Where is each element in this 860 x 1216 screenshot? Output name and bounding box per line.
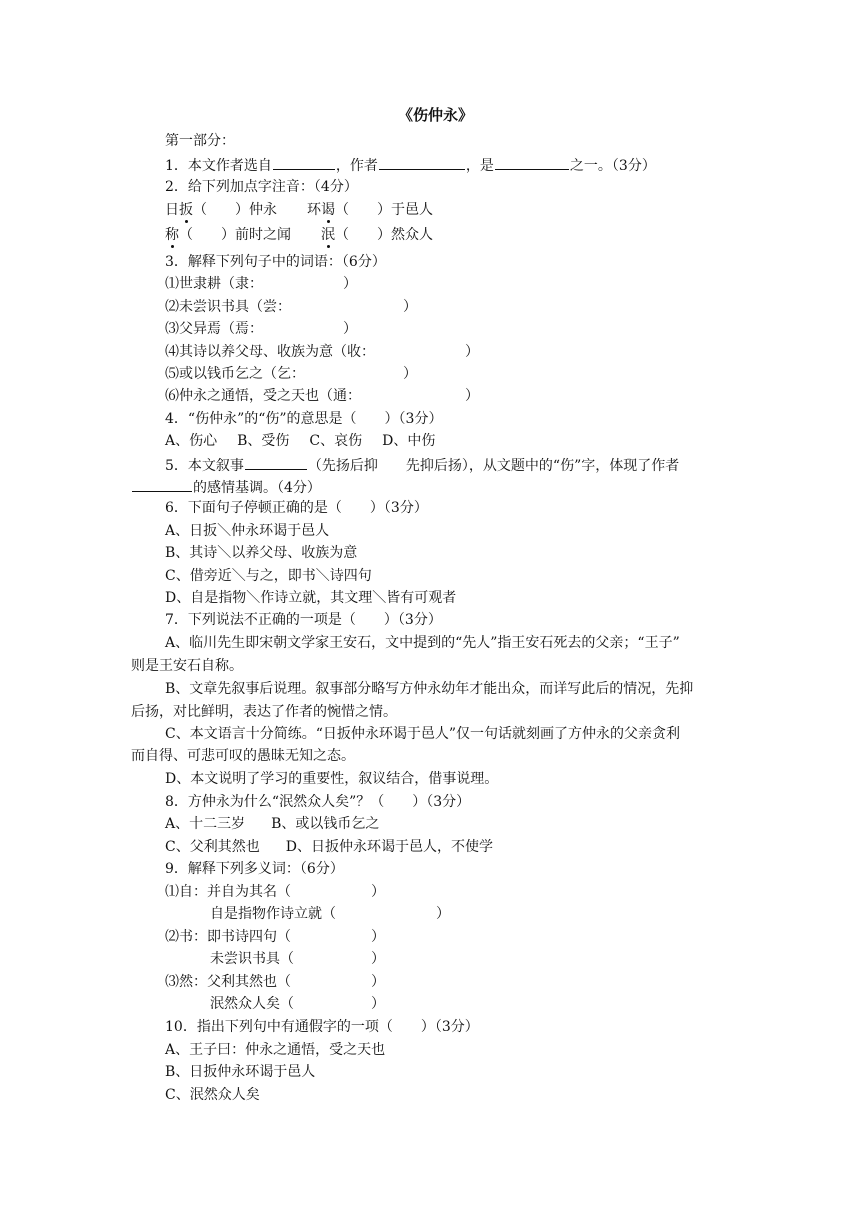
q9-item — [165, 928, 385, 946]
q9-item-text: 自是指物作诗立就（ — [210, 906, 336, 922]
q4-option: B、受伤 — [237, 433, 290, 449]
q8-option-a: A、十二三岁 — [165, 816, 246, 832]
q3-item-close: ） — [465, 344, 479, 360]
q4-option: A、伤心 — [165, 433, 218, 449]
q3-item-text: ⑴世隶耕（隶： — [165, 276, 263, 292]
dotted-char: 扳 — [179, 202, 193, 218]
question-1 — [165, 155, 656, 175]
q9-item-close: ） — [371, 929, 385, 945]
q7-option-b: B、文章先叙事后说理。叙事部分略写方仲永幼年才能出众，而详写此后的情况，先抑 — [165, 681, 694, 697]
q2-text: （ ）然众人 — [335, 227, 433, 243]
q3-item — [165, 365, 417, 383]
q9-item-close: ） — [371, 974, 385, 990]
q6-option: D、自是指物＼作诗立就，其文理＼皆有可观者 — [165, 590, 457, 606]
question-2-row-1 — [165, 201, 433, 219]
question-8-options-2 — [165, 838, 493, 856]
q3-item-close: ） — [403, 366, 417, 382]
question-8-options-1 — [165, 815, 379, 833]
q10-option-b: B、日扳仲永环谒于邑人 — [165, 1064, 316, 1080]
q9-item-text: ⑴自：并自为其名（ — [165, 884, 291, 900]
question-8-head: 8．方仲永为什么“泯然众人矣”？（ ）（3分） — [165, 794, 471, 810]
q5-blank-1 — [245, 455, 307, 470]
question-6-head: 6．下面句子停顿正确的是（ ）（3分） — [165, 500, 428, 516]
q8-option-b: B、或以钱币乞之 — [271, 816, 380, 832]
question-4-head: 4．“伤仲永”的“伤”的意思是（ ）（3分） — [165, 411, 443, 427]
q9-item-text: ⑵书：即书诗四句（ — [165, 929, 291, 945]
q1-blank-group — [495, 155, 569, 170]
q8-option-c: C、父利其然也 — [165, 839, 260, 855]
q5-blank-2 — [132, 477, 192, 492]
q3-item — [165, 275, 357, 293]
q3-item-text: ⑹仲永之通悟，受之天也（通： — [165, 388, 361, 404]
q1-text-c: ，是 — [465, 158, 494, 174]
q9-item-close: ） — [371, 996, 385, 1012]
q9-item — [210, 905, 450, 923]
part-heading: 第一部分： — [165, 133, 235, 149]
question-2-row-2 — [165, 226, 433, 244]
q3-item — [165, 387, 479, 405]
q4-option: D、中伤 — [382, 433, 436, 449]
document-title: 《伤仲永》 — [398, 106, 474, 124]
q4-option: C、哀伤 — [309, 433, 363, 449]
q9-item — [210, 950, 385, 968]
q1-text-b: ，作者 — [335, 158, 378, 174]
q9-item-text: 未尝识书具（ — [210, 951, 294, 967]
q6-option: A、日扳＼仲永环谒于邑人 — [165, 523, 330, 539]
q3-item — [165, 343, 479, 361]
q7-option-c-cont: 而自得、可悲可叹的愚昧无知之态。 — [131, 748, 355, 764]
q9-item-close: ） — [371, 951, 385, 967]
q1-blank-source — [273, 155, 335, 170]
q7-option-d: D、本文说明了学习的重要性，叙议结合，借事说理。 — [165, 771, 499, 787]
q2-text: （ ）于邑人 — [335, 202, 433, 218]
q2-text: （ ）前时之闻 — [179, 227, 291, 243]
q3-item — [165, 320, 357, 338]
q3-item-close: ） — [343, 276, 357, 292]
q7-option-a-cont: 则是王安石自称。 — [131, 658, 243, 674]
q3-item-close: ） — [465, 388, 479, 404]
q9-item — [165, 973, 385, 991]
q1-text-d: 之一。（3分） — [569, 158, 656, 174]
q6-option: C、借旁近＼与之，即书＼诗四句 — [165, 568, 372, 584]
q3-item-text: ⑵未尝识书具（尝： — [165, 299, 291, 315]
q5-text-b: （先扬后抑 先抑后扬），从文题中的“伤”字，体现了作者 — [307, 458, 680, 474]
question-4-options — [165, 432, 435, 450]
q2-text: 日 — [165, 202, 179, 218]
q10-option-a: A、王子曰：仲永之通悟，受之天也 — [165, 1042, 386, 1058]
q6-option: B、其诗＼以养父母、收族为意 — [165, 545, 358, 561]
q1-blank-author — [379, 155, 465, 170]
q9-item-close: ） — [371, 884, 385, 900]
q2-text: （ ）仲永 — [193, 202, 277, 218]
q9-item — [165, 883, 385, 901]
q9-item-close: ） — [436, 906, 450, 922]
dotted-char: 泯 — [321, 227, 335, 243]
q3-item-text: ⑸或以钱币乞之（乞： — [165, 366, 305, 382]
dotted-char: 谒 — [321, 202, 335, 218]
q3-item-close: ） — [343, 321, 357, 337]
q3-item-close: ） — [403, 299, 417, 315]
q9-item — [210, 995, 385, 1013]
q10-option-c: C、泯然众人矣 — [165, 1087, 260, 1103]
question-5-line-1 — [165, 455, 679, 475]
question-10-head: 10．指出下列句中有通假字的一项（ ）（3分） — [165, 1019, 479, 1035]
question-3-head: 3．解释下列句子中的词语：（6分） — [165, 254, 386, 270]
q9-item-text: ⑶然：父利其然也（ — [165, 974, 291, 990]
q7-option-a: A、临川先生即宋朝文学家王安石，文中提到的“先人”指王安石死去的父亲；“王子” — [165, 635, 680, 651]
q1-text-a: 1．本文作者选自 — [165, 158, 272, 174]
q5-text-c: 的感情基调。（4分） — [193, 480, 321, 496]
q8-option-d: D、日扳仲永环谒于邑人，不使学 — [285, 839, 493, 855]
q3-item — [165, 298, 417, 316]
q3-item-text: ⑶父异焉（焉： — [165, 321, 263, 337]
dotted-char: 称 — [165, 227, 179, 243]
question-7-head: 7．下列说法不正确的一项是（ ）（3分） — [165, 612, 442, 628]
q5-text-a: 5．本文叙事 — [165, 458, 244, 474]
q9-item-text: 泯然众人矣（ — [210, 996, 294, 1012]
question-5-line-2 — [131, 477, 321, 497]
q7-option-b-cont: 后扬，对比鲜明，表达了作者的惋惜之情。 — [131, 704, 397, 720]
question-9-head: 9．解释下列多义词：（6分） — [165, 861, 344, 877]
q7-option-c: C、本文语言十分简练。“日扳仲永环谒于邑人”仅一句话就刻画了方仲永的父亲贪利 — [165, 726, 681, 742]
q2-text: 环 — [307, 202, 321, 218]
question-2-head: 2．给下列加点字注音：（4分） — [165, 179, 358, 195]
q3-item-text: ⑷其诗以养父母、收族为意（收： — [165, 344, 375, 360]
